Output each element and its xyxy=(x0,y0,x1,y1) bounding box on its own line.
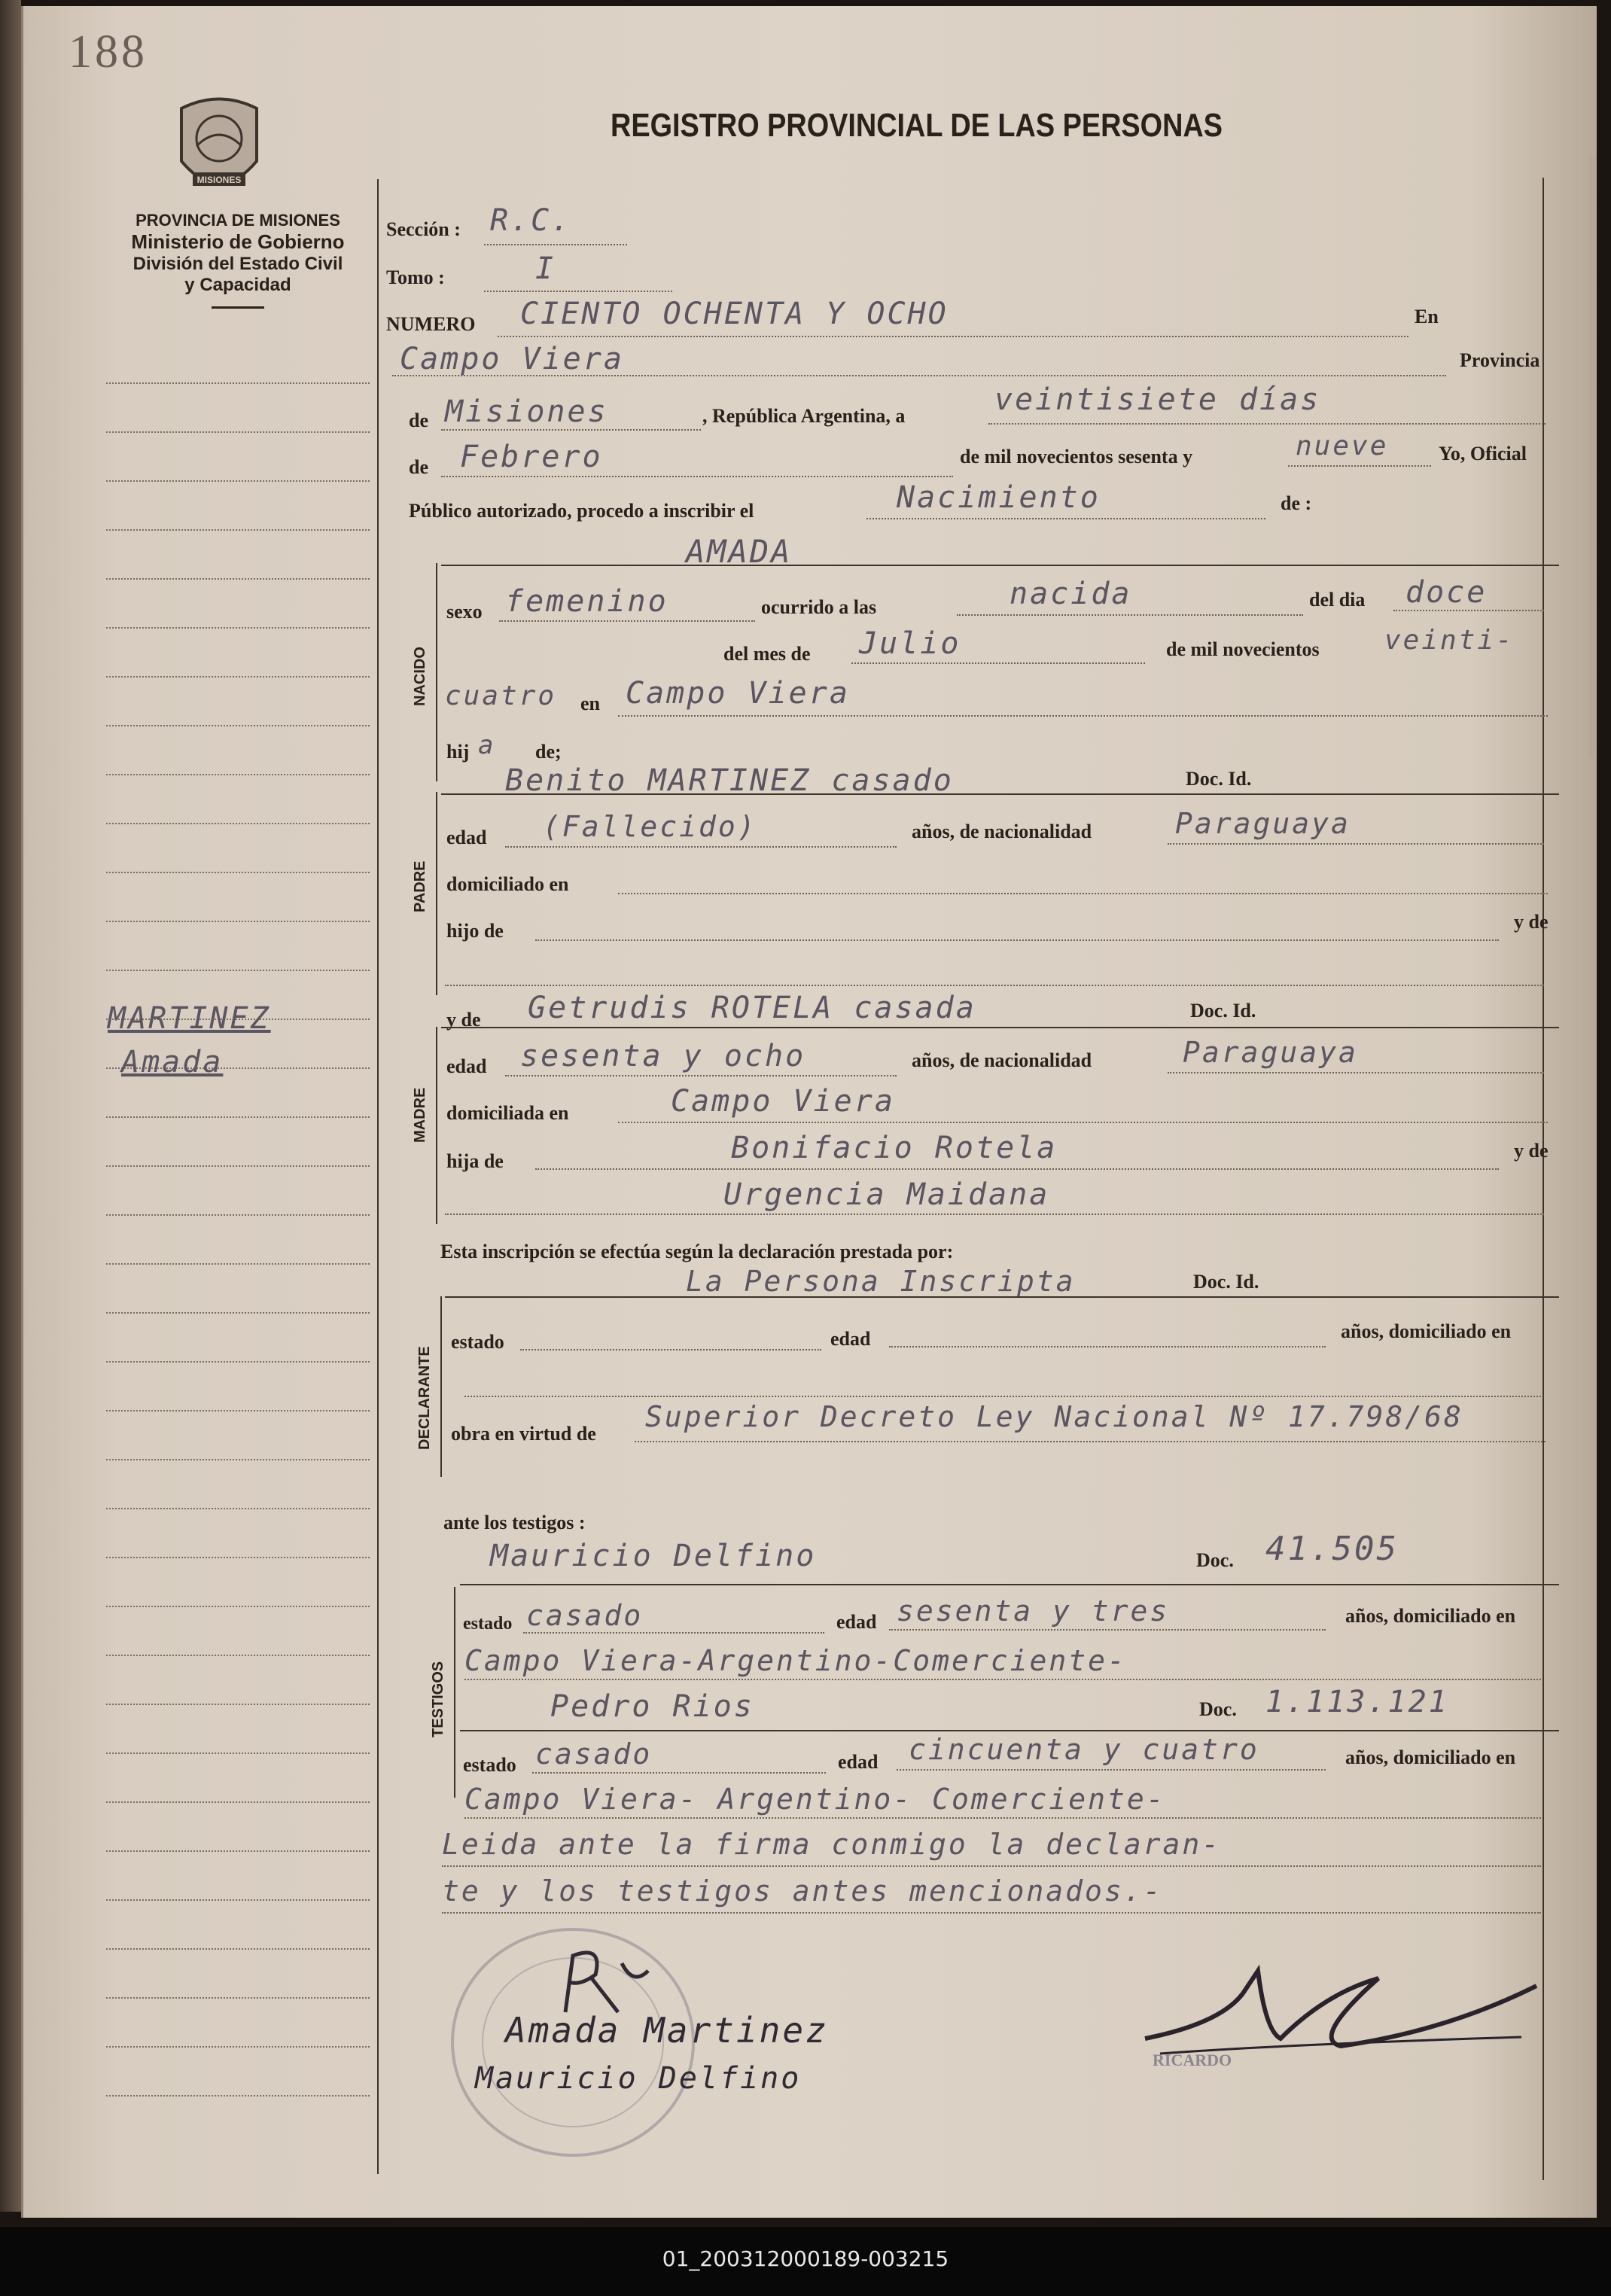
testigo1-line xyxy=(460,1584,1559,1585)
value-testigo1-edad: sesenta y tres xyxy=(897,1594,1170,1628)
value-madre-madre: Urgencia Maidana xyxy=(723,1177,1050,1212)
label-testigo1-estado: estado xyxy=(463,1614,513,1634)
padre-nac-line xyxy=(1168,843,1544,845)
sexo-line xyxy=(499,620,755,622)
testigo1-estado-line xyxy=(523,1632,824,1634)
label-seccion: Sección : xyxy=(386,218,461,240)
madre-line xyxy=(441,1027,1559,1028)
value-padre-edad: (Fallecido) xyxy=(543,810,757,843)
fecha-dia-line xyxy=(988,423,1546,425)
label-padre-nac: años, de nacionalidad xyxy=(912,821,1092,842)
value-padre: Benito MARTINEZ casado xyxy=(505,763,954,798)
label-padre-y-de: y de xyxy=(1514,911,1549,933)
label-del-mes: del mes de xyxy=(723,643,811,665)
label-testigo1-anos: años, domiciliado en xyxy=(1345,1605,1516,1627)
value-testigo1-doc: 41.505 xyxy=(1265,1530,1399,1568)
issuer-line-3: División del Estado Civil xyxy=(132,254,343,274)
testigo2-dom-line xyxy=(464,1817,1541,1819)
value-madre-edad: sesenta y ocho xyxy=(520,1039,806,1073)
value-dia: doce xyxy=(1405,575,1488,610)
label-testigo2-estado: estado xyxy=(463,1754,516,1776)
value-mes: Febrero xyxy=(460,440,603,474)
label-madre-y-de: y de xyxy=(446,1009,481,1031)
register-page xyxy=(21,6,1597,2218)
label-madre-edad: edad xyxy=(446,1055,487,1077)
value-sexo: femenino xyxy=(505,584,668,619)
label-declarante-anos: años, domiciliado en xyxy=(1341,1320,1512,1342)
value-madre-dom: Campo Viera xyxy=(671,1084,895,1119)
value-hij: a xyxy=(478,730,496,760)
issuer-line-1: PROVINCIA DE MISIONES xyxy=(136,211,340,230)
section-padre: PADRE xyxy=(412,860,428,912)
value-testigo2-estado: casado xyxy=(535,1737,653,1771)
acto-line xyxy=(866,518,1265,519)
padre-line xyxy=(441,793,1559,795)
mes-nac-line xyxy=(851,662,1145,664)
margin-frame-line xyxy=(377,179,379,2174)
section-declarante: DECLARANTE xyxy=(416,1346,433,1450)
closing-line-1-rule xyxy=(442,1865,1541,1867)
value-padre-nac: Paraguaya xyxy=(1175,807,1351,840)
section-nacido: NACIDO xyxy=(412,647,428,706)
label-padre-doc: Doc. Id. xyxy=(1186,768,1252,790)
seccion-line xyxy=(484,244,627,245)
right-margin-binding-mark xyxy=(1589,157,1595,759)
value-provincia: Misiones xyxy=(445,394,608,429)
margin-surname: MARTINEZ xyxy=(108,1001,271,1036)
declarante-dom-line xyxy=(464,1396,1541,1397)
nacido-bracket xyxy=(436,563,437,781)
declarante-edad-line xyxy=(889,1346,1326,1347)
label-de-2: de xyxy=(409,456,428,478)
madre-edad-line xyxy=(505,1075,897,1076)
value-testigo2: Pedro Rios xyxy=(550,1689,754,1724)
label-madre-hija: hija de xyxy=(446,1150,504,1172)
provincia-line xyxy=(441,429,701,431)
label-de-colon: de : xyxy=(1281,492,1312,514)
signature-declarante: Amada Martinez xyxy=(505,2010,829,2051)
label-padre-edad: edad xyxy=(446,827,487,848)
seal-text: MISIONES xyxy=(196,175,242,185)
value-acto: Nacimiento xyxy=(897,480,1101,515)
book-binding xyxy=(0,0,21,2212)
value-testigo2-edad: cincuenta y cuatro xyxy=(909,1733,1259,1766)
value-fecha-dia: veintisiete días xyxy=(994,382,1321,417)
right-frame-line xyxy=(1542,178,1544,2180)
issuer-block xyxy=(84,211,392,309)
padre-abuela-line xyxy=(445,985,1544,986)
label-declarante-edad: edad xyxy=(830,1328,871,1350)
issuer-line-2: Ministerio de Gobierno xyxy=(131,230,345,253)
obra-line xyxy=(635,1441,1546,1442)
label-ante-testigos: ante los testigos : xyxy=(443,1512,586,1533)
label-publico: Público autorizado, procedo a inscribir el xyxy=(409,500,754,522)
label-hij: hij xyxy=(446,741,470,763)
signature-testigo: Mauricio Delfino xyxy=(475,2061,802,2096)
value-madre: Getrudis ROTELA casada xyxy=(528,991,976,1025)
value-anio-nac-1: veinti- xyxy=(1384,625,1515,656)
testigo1-edad-line xyxy=(889,1629,1326,1631)
value-mes-nac: Julio xyxy=(859,626,961,661)
value-declarante: La Persona Inscripta xyxy=(686,1265,1076,1298)
value-testigo1: Mauricio Delfino xyxy=(490,1539,817,1573)
value-madre-padre: Bonifacio Rotela xyxy=(731,1131,1058,1165)
label-mil-sesenta: de mil novecientos sesenta y xyxy=(960,446,1193,467)
label-testigo2-doc: Doc. xyxy=(1199,1698,1237,1720)
label-mil-novecientos: de mil novecientos xyxy=(1166,638,1320,660)
issuer-divider xyxy=(212,306,264,309)
label-madre-y-de-2: y de xyxy=(1514,1140,1549,1162)
madre-madre-line xyxy=(445,1213,1544,1215)
value-hora: nacida xyxy=(1010,577,1132,611)
page-number: 188 xyxy=(69,26,148,78)
testigo1-dom-line xyxy=(464,1679,1541,1680)
label-padre-dom: domiciliado en xyxy=(446,873,569,895)
label-tomo: Tomo : xyxy=(386,266,445,288)
label-provincia: Provincia xyxy=(1460,349,1540,371)
label-del-dia: del dia xyxy=(1309,589,1366,611)
closing-line-1: Leida ante la firma conmigo la declaran- xyxy=(442,1828,1222,1861)
margin-name: Amada xyxy=(121,1045,224,1079)
value-anio: nueve xyxy=(1296,431,1389,461)
document-title: REGISTRO PROVINCIAL DE LAS PERSONAS xyxy=(611,107,1223,144)
mes-line xyxy=(441,476,953,477)
label-testigo1-edad: edad xyxy=(836,1611,877,1633)
hora-line xyxy=(957,614,1303,616)
padre-edad-line xyxy=(505,846,897,848)
declarante-line xyxy=(445,1296,1559,1298)
label-ocurrido: ocurrido a las xyxy=(761,596,877,618)
label-madre-nac: años, de nacionalidad xyxy=(912,1049,1092,1071)
anio-line xyxy=(1288,465,1431,467)
declarante-bracket xyxy=(440,1296,442,1477)
value-lugar: Campo Viera xyxy=(400,342,624,376)
testigos-bracket xyxy=(454,1587,455,1798)
value-madre-nac: Paraguaya xyxy=(1183,1036,1358,1069)
value-testigo1-estado: casado xyxy=(526,1599,644,1632)
value-testigo2-dom: Campo Viera- Argentino- Comerciente- xyxy=(464,1783,1166,1816)
madre-dom-line xyxy=(618,1122,1548,1123)
numero-line xyxy=(498,336,1408,337)
padre-hijo-line xyxy=(535,939,1499,941)
declarante-estado-line xyxy=(520,1349,821,1350)
closing-line-2-rule xyxy=(442,1912,1541,1914)
label-obra: obra en virtud de xyxy=(451,1423,596,1445)
section-madre: MADRE xyxy=(412,1087,428,1143)
dia-line xyxy=(1393,610,1544,611)
issuer-line-4: y Capacidad xyxy=(184,275,291,295)
value-lugar-nac: Campo Viera xyxy=(626,676,850,711)
lugar-nac-line xyxy=(618,715,1548,717)
label-padre-hijo: hijo de xyxy=(446,920,504,942)
value-anio-nac-2: cuatro xyxy=(445,681,557,711)
label-declarante-doc: Doc. Id. xyxy=(1193,1271,1259,1293)
padre-dom-line xyxy=(618,893,1548,894)
tomo-line xyxy=(484,291,672,292)
testigo2-line xyxy=(460,1730,1559,1731)
label-testigo2-anos: años, domiciliado en xyxy=(1345,1746,1516,1768)
label-madre-doc: Doc. Id. xyxy=(1190,1000,1256,1022)
label-en: En xyxy=(1415,306,1439,327)
image-identifier: 01_200312000189-003215 xyxy=(662,2246,949,2271)
label-numero: NUMERO xyxy=(386,313,476,335)
label-en-nac: en xyxy=(580,693,600,714)
testigo2-estado-line xyxy=(532,1772,826,1774)
label-testigo2-edad: edad xyxy=(838,1751,879,1773)
padre-bracket xyxy=(436,792,437,995)
value-testigo2-doc: 1.113.121 xyxy=(1265,1685,1449,1719)
label-madre-dom: domiciliada en xyxy=(446,1102,569,1124)
coat-of-arms-icon xyxy=(174,93,264,206)
nombre-line xyxy=(441,565,1559,566)
value-testigo1-dom: Campo Viera-Argentino-Comerciente- xyxy=(464,1644,1127,1677)
official-name-stamp: RICARDO xyxy=(1153,2051,1232,2069)
label-yo-oficial: Yo, Oficial xyxy=(1439,443,1527,464)
madre-bracket xyxy=(436,1027,437,1224)
value-numero: CIENTO OCHENTA Y OCHO xyxy=(520,297,949,331)
label-de-1: de xyxy=(409,410,428,431)
label-declaracion: Esta inscripción se efectúa según la declaración prestada por: xyxy=(440,1241,954,1262)
label-republica: , República Argentina, a xyxy=(702,405,906,427)
label-testigo1-doc: Doc. xyxy=(1196,1549,1234,1571)
section-testigos: TESTIGOS xyxy=(430,1661,446,1737)
value-obra: Superior Decreto Ley Nacional Nº 17.798/68 xyxy=(645,1400,1463,1433)
lugar-line xyxy=(392,375,1446,376)
label-declarante-estado: estado xyxy=(451,1331,504,1353)
label-de-hij: de; xyxy=(535,741,562,763)
value-tomo: I xyxy=(535,251,556,286)
value-seccion: R.C. xyxy=(490,203,572,238)
testigo2-edad-line xyxy=(897,1769,1326,1771)
madre-nac-line xyxy=(1168,1072,1544,1073)
value-nombre: AMADA xyxy=(686,533,793,570)
label-sexo: sexo xyxy=(446,601,483,623)
madre-padre-line xyxy=(535,1168,1499,1170)
closing-line-2: te y los testigos antes mencionados.- xyxy=(442,1874,1163,1908)
